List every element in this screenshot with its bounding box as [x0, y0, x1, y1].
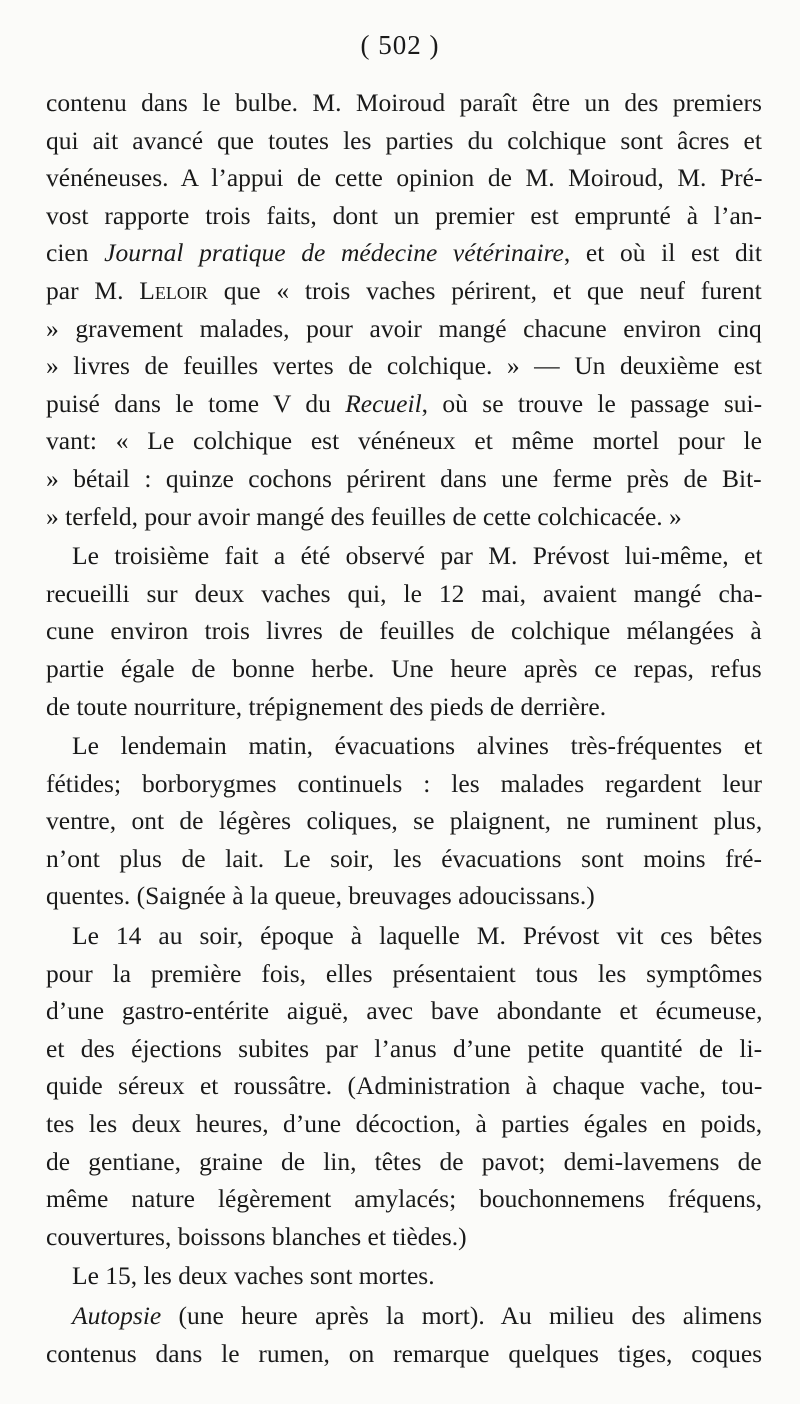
- autopsie-heading: Autopsie: [72, 1301, 162, 1330]
- text-line: fétides; borborygmes continuels : les malades regardent leur: [46, 768, 762, 798]
- text-line: tes les deux heures, d’une décoction, à parties égales en poids,: [46, 1109, 763, 1139]
- text-line: de toute nourriture, trépignement des pieds de derrière.: [46, 691, 607, 721]
- text-line: par M. Leloir que « trois vaches périrent, et que neuf furent: [46, 275, 762, 305]
- text-line: cune environ trois livres de feuilles de colchique mélangées à: [46, 616, 762, 646]
- text-line: contenus dans le rumen, on remarque quelques tiges, coques: [46, 1338, 763, 1368]
- paragraph-start-line: Le lendemain matin, évacuations alvines très-fréquentes et: [72, 731, 763, 761]
- text-line: et des éjections subites par l’anus d’une petite quantité de li-: [46, 1033, 763, 1063]
- text-line: partie égale de bonne herbe. Une heure après ce repas, refus: [46, 653, 762, 683]
- text-line: pour la première fois, elles présentaient tous les symptômes: [46, 958, 763, 988]
- text-line: n’ont plus de lait. Le soir, les évacuations sont moins fré-: [46, 843, 762, 873]
- text-line: quentes. (Saignée à la queue, breuvages adoucissans.): [46, 881, 595, 911]
- text-line: quide séreux et roussâtre. (Administration à chaque vache, tou-: [46, 1071, 763, 1101]
- paragraph-start-line: Autopsie (une heure après la mort). Au milieu des alimens: [72, 1301, 763, 1330]
- recueil-title: Recueil: [345, 388, 422, 418]
- text-line: même nature légèrement amylacés; bouchonnemens fréquens,: [46, 1184, 762, 1214]
- text-line: couvertures, boissons blanches et tièdes.): [46, 1221, 467, 1251]
- text-line: recueilli sur deux vaches qui, le 12 mai, avaient mangé cha-: [46, 578, 763, 608]
- author-name: Leloir: [139, 275, 208, 305]
- body-text: [46, 84, 762, 1372]
- text-line: vénéneuses. A l’appui de cette opinion de M. Moiroud, M. Pré-: [46, 163, 763, 193]
- text-line: ventre, ont de légères coliques, se plaignent, ne ruminent plus,: [46, 806, 763, 836]
- text-line: contenu dans le bulbe. M. Moiroud paraît être un des premiers: [46, 88, 762, 117]
- paragraph-start-line: Le 14 au soir, époque à laquelle M. Prévost vit ces bêtes: [72, 921, 763, 951]
- text-line: puisé dans le tome V du Recueil, où se trouve le passage sui-: [46, 388, 763, 418]
- text-line: de gentiane, graine de lin, têtes de pavot; demi-lavemens de: [46, 1146, 762, 1176]
- text-line: cien Journal pratique de médecine vétérinaire, et où il est dit: [46, 238, 762, 268]
- text-line: vost rapporte trois faits, dont un premier est emprunté à l’an-: [46, 200, 763, 230]
- text-line: vant: « Le colchique est vénéneux et même mortel pour le: [46, 426, 762, 456]
- text-line: » gravement malades, pour avoir mangé chacune environ cinq: [46, 313, 762, 343]
- text-line: qui ait avancé que toutes les parties du colchique sont âcres et: [46, 125, 762, 155]
- journal-title: Journal pratique de médecine vétérinaire: [104, 238, 564, 268]
- text-line: d’une gastro-entérite aiguë, avec bave abondante et écumeuse,: [46, 996, 763, 1026]
- text-line: » bétail : quinze cochons périrent dans une ferme près de Bit-: [46, 463, 762, 493]
- text-line: » terfeld, pour avoir mangé des feuilles de cette colchicacée. »: [46, 501, 682, 531]
- text-line: » livres de feuilles vertes de colchique. » — Un deuxième est: [46, 351, 762, 381]
- page-number: ( 502 ): [360, 30, 440, 60]
- paragraph-start-line: Le 15, les deux vaches sont mortes.: [72, 1261, 435, 1291]
- paragraph-start-line: Le troisième fait a été observé par M. Prévost lui-même, et: [72, 541, 763, 571]
